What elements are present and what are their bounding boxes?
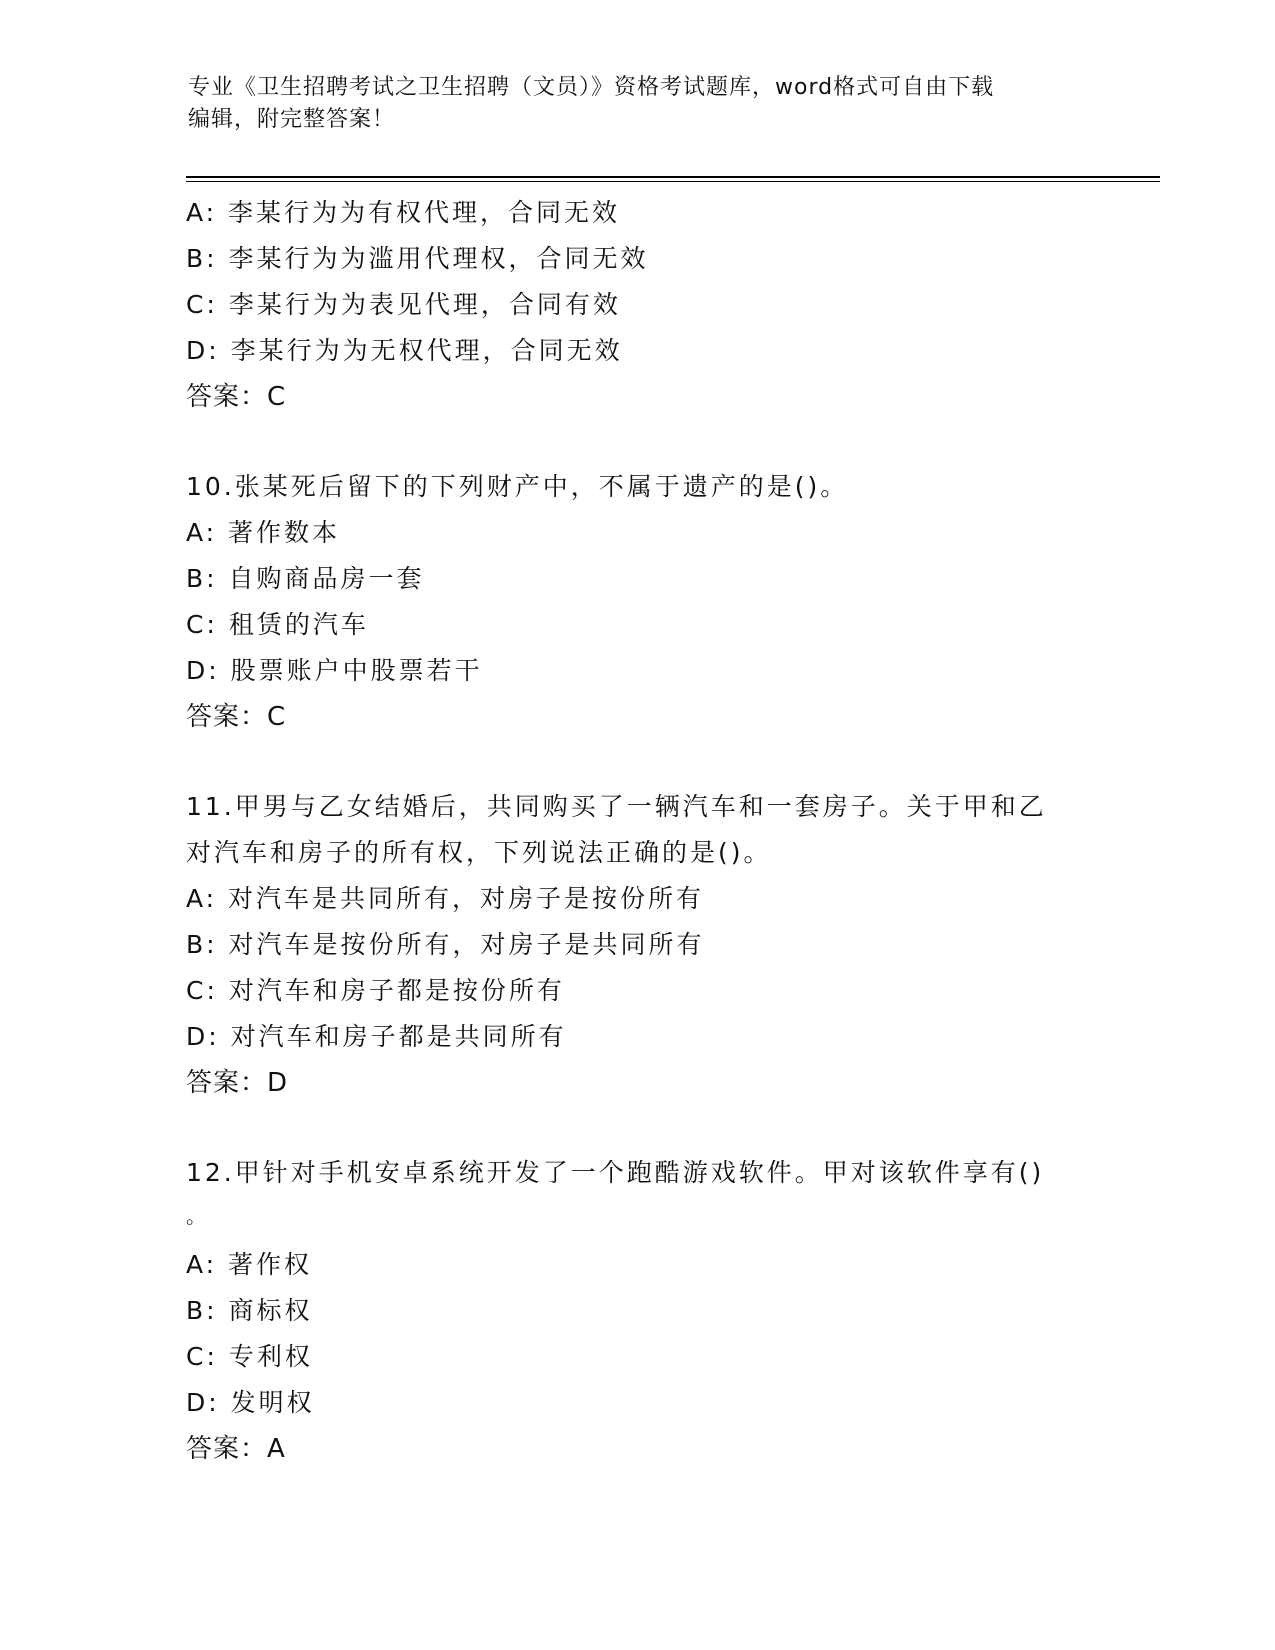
option-c: C: 对汽车和房子都是按份所有 [186,976,565,1005]
question-10 [186,464,1086,740]
option-d: D: 李某行为为无权代理，合同无效 [186,336,623,365]
question-stem-line-1: 12.甲针对手机安卓系统开发了一个跑酷游戏软件。甲对该软件享有() [186,1158,1045,1187]
question-list [186,190,1086,1472]
answer: 答案：A [186,1434,286,1464]
answer: 答案：C [186,702,287,732]
option-b: B: 李某行为为滥用代理权，合同无效 [186,244,649,273]
question-spacer [186,1106,1086,1150]
option-d: D: 对汽车和房子都是共同所有 [186,1022,567,1051]
question-spacer [186,420,1086,464]
option-d: D: 发明权 [186,1388,315,1417]
document-header [188,72,1088,136]
option-b: B: 对汽车是按份所有，对房子是共同所有 [186,930,705,959]
answer: 答案：D [186,1068,289,1098]
option-c: C: 专利权 [186,1342,313,1371]
question-11 [186,784,1086,1106]
header-divider [186,176,1160,182]
question-stem-line-2: 。 [186,1204,206,1228]
header-line-1: 专业《卫生招聘考试之卫生招聘（文员）》资格考试题库，word格式可自由下载 [188,75,995,100]
option-a: A: 李某行为为有权代理，合同无效 [186,198,621,227]
header-line-2: 编辑，附完整答案！ [188,107,396,132]
question-9 [186,190,1086,420]
question-spacer [186,740,1086,784]
option-a: A: 著作数本 [186,518,341,547]
question-stem-line-2: 对汽车和房子的所有权，下列说法正确的是()。 [186,838,772,867]
option-d: D: 股票账户中股票若干 [186,656,483,685]
option-a: A: 对汽车是共同所有，对房子是按份所有 [186,884,705,913]
question-stem-line-1: 11.甲男与乙女结婚后，共同购买了一辆汽车和一套房子。关于甲和乙 [186,792,1047,821]
option-c: C: 李某行为为表见代理，合同有效 [186,290,621,319]
option-b: B: 商标权 [186,1296,313,1325]
option-a: A: 著作权 [186,1250,313,1279]
option-c: C: 租赁的汽车 [186,610,369,639]
question-12 [186,1150,1086,1472]
question-stem: 10.张某死后留下的下列财产中，不属于遗产的是()。 [186,472,849,501]
option-b: B: 自购商品房一套 [186,564,425,593]
answer: 答案：C [186,382,287,412]
